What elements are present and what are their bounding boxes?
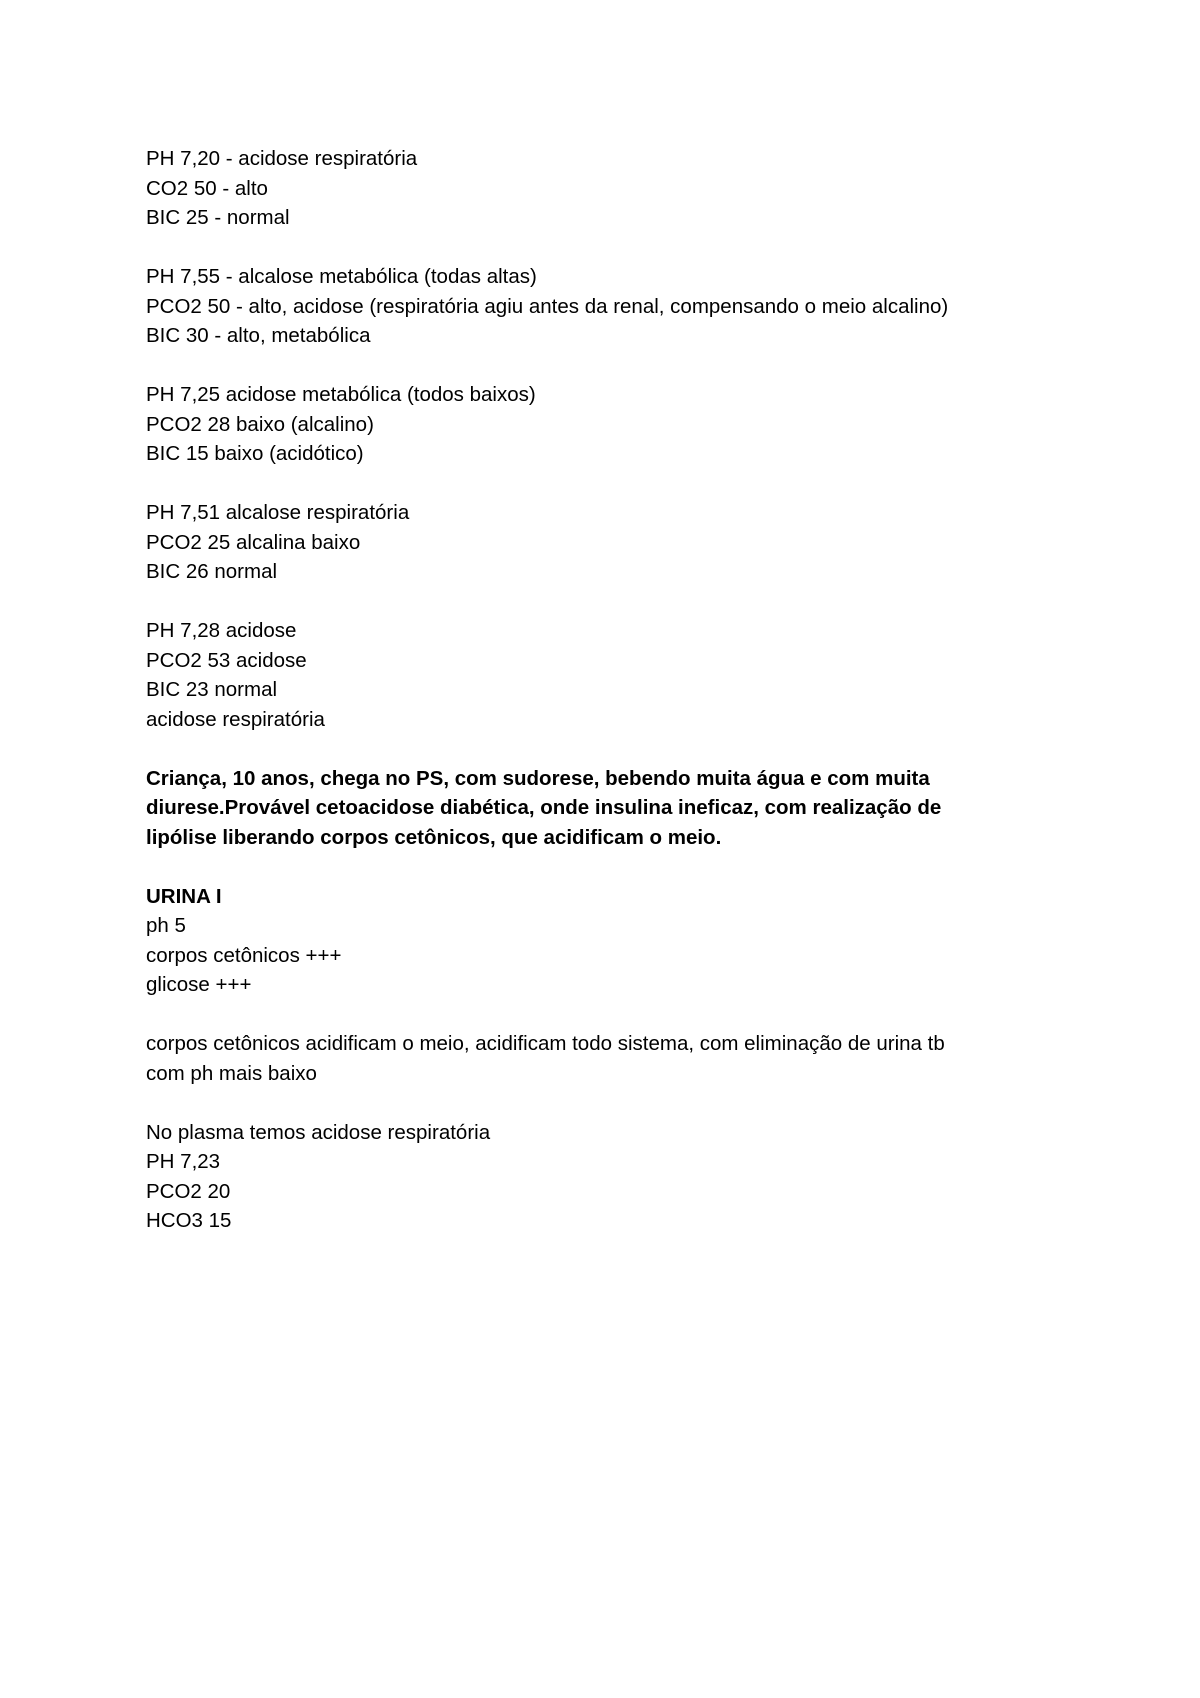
- blank-line: [146, 1000, 1046, 1030]
- blank-line: [146, 587, 1046, 617]
- text-line: PH 7,55 - alcalose metabólica (todas altas): [146, 265, 537, 288]
- blood-gas-case-1: [146, 144, 1046, 233]
- text-line: BIC 25 - normal: [146, 206, 290, 229]
- blank-line: [146, 469, 1046, 499]
- text-line: PH 7,51 alcalose respiratória: [146, 501, 410, 524]
- text-line: PH 7,28 acidose: [146, 619, 297, 642]
- text-line: com ph mais baixo: [146, 1061, 317, 1085]
- text-line: PCO2 53 acidose: [146, 648, 307, 672]
- text-line: corpos cetônicos +++: [146, 943, 342, 967]
- blank-line: [146, 233, 1046, 263]
- explanation-paragraph: [146, 1029, 1046, 1088]
- clinical-case-paragraph: [146, 764, 1046, 853]
- blood-gas-case-3: [146, 380, 1046, 469]
- plasma-section: [146, 1118, 1046, 1236]
- blank-line: [146, 852, 1046, 882]
- text-line: Criança, 10 anos, chega no PS, com sudorese, bebendo muita água e com muita: [146, 766, 930, 790]
- text-line: PCO2 20: [146, 1179, 231, 1203]
- text-line: PCO2 50 - alto, acidose (respiratória agiu antes da renal, compensando o meio alcalino): [146, 294, 949, 318]
- text-line: PH 7,25 acidose metabólica (todos baixos): [146, 383, 536, 406]
- text-line: No plasma temos acidose respiratória: [146, 1120, 491, 1144]
- text-line: PH 7,23: [146, 1150, 221, 1173]
- blank-line: [146, 734, 1046, 764]
- text-line: BIC 26 normal: [146, 560, 278, 583]
- text-line: PCO2 25 alcalina baixo: [146, 530, 361, 554]
- document-content: [146, 144, 1046, 1236]
- text-line: BIC 23 normal: [146, 678, 278, 701]
- text-line: lipólise liberando corpos cetônicos, que acidificam o meio.: [146, 825, 722, 849]
- text-line: corpos cetônicos acidificam o meio, acidificam todo sistema, com eliminação de urina tb: [146, 1032, 945, 1055]
- text-line: CO2 50 - alto: [146, 176, 268, 200]
- text-line: HCO3 15: [146, 1209, 232, 1232]
- blood-gas-case-4: [146, 498, 1046, 587]
- text-line: diurese.Provável cetoacidose diabética, onde insulina ineficaz, com realização de: [146, 796, 942, 819]
- urine-heading: URINA I: [146, 884, 222, 908]
- blood-gas-case-5: [146, 616, 1046, 734]
- urine-section: [146, 882, 1046, 1000]
- text-line: glicose +++: [146, 973, 252, 996]
- blood-gas-case-2: [146, 262, 1046, 351]
- blank-line: [146, 1088, 1046, 1118]
- text-line: BIC 30 - alto, metabólica: [146, 324, 371, 347]
- text-line: acidose respiratória: [146, 707, 325, 731]
- text-line: ph 5: [146, 914, 186, 937]
- text-line: PH 7,20 - acidose respiratória: [146, 147, 418, 170]
- text-line: PCO2 28 baixo (alcalino): [146, 412, 374, 436]
- text-line: BIC 15 baixo (acidótico): [146, 442, 364, 465]
- blank-line: [146, 351, 1046, 381]
